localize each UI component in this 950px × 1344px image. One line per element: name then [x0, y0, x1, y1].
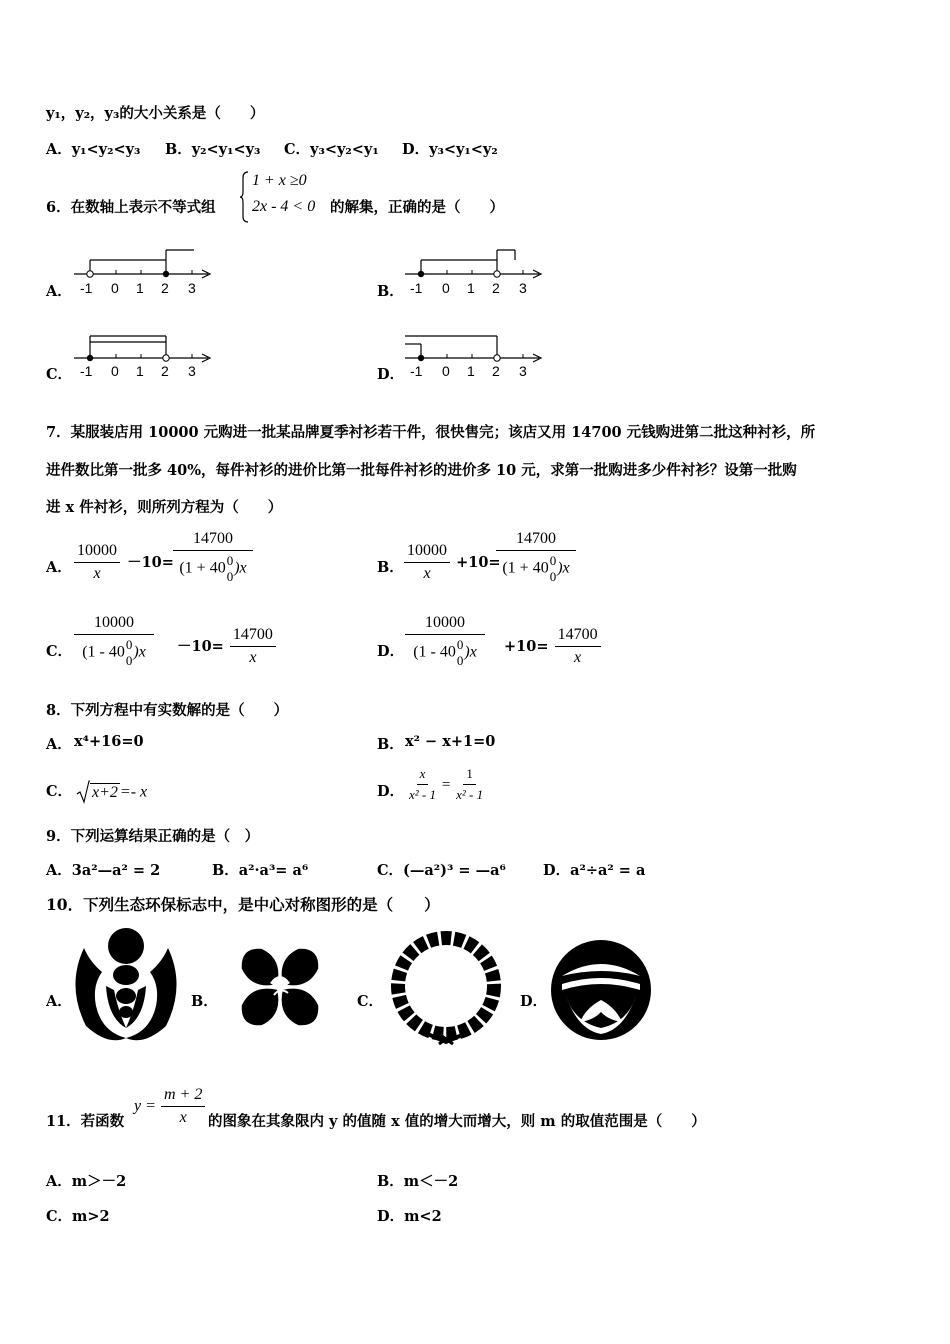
- tick-label: 3: [188, 280, 196, 296]
- tick-label: 0: [442, 280, 450, 296]
- q5-option-b: B．y₂<y₁<y₃: [165, 141, 261, 158]
- q9-option-b: B．a²·a³= a⁶: [212, 862, 309, 879]
- fraction: $\frac{10000}{x}$: [74, 542, 120, 583]
- tick-label: -1: [410, 363, 423, 379]
- tick-label: 3: [519, 363, 527, 379]
- q8-label-a: A．: [46, 736, 72, 753]
- q7-d-lhs-fraction: 10000 (1 - 40 0 0 )x: [405, 614, 485, 669]
- q6-stem-before: 6．在数轴上表示不等式组: [46, 199, 216, 216]
- q7-label-c: C．: [46, 643, 73, 660]
- q8-option-c: x+2 =- x: [76, 780, 147, 804]
- q7-option-a: $\frac{10000}{x}$ －10=: [74, 542, 176, 583]
- tick-label: 3: [188, 363, 196, 379]
- q11-option-c: C．m>2: [46, 1208, 110, 1225]
- q8-option-a: x⁴+16=0: [74, 733, 144, 750]
- q8-label-d: D．: [377, 783, 405, 800]
- q7-option-b: $\frac{10000}{x}$ +10=: [404, 542, 502, 583]
- q5-stem: y₁，y₂，y₃的大小关系是（ ）: [46, 105, 265, 122]
- eco-symbol-a-icon: [72, 926, 180, 1048]
- tick-label: 2: [161, 280, 169, 296]
- q7-label-d: D．: [377, 643, 405, 660]
- eco-symbol-b-icon: [218, 926, 342, 1048]
- q9-stem: 9．下列运算结果正确的是（ ）: [46, 828, 260, 845]
- tick-label: 3: [519, 280, 527, 296]
- q11-function: y = $\frac{m + 2}{x}$: [134, 1086, 205, 1127]
- q11-option-d: D．m<2: [377, 1208, 442, 1225]
- tick-label: 2: [492, 280, 500, 296]
- q6-stem-after: 的解集，正确的是（ ）: [330, 199, 504, 216]
- q8-option-d: $\frac{x}{\text{x² - 1}}$ = $\frac{1}{\text{x² - 1}}$: [409, 766, 484, 802]
- left-brace-icon: [240, 170, 250, 224]
- q5-option-d: D．y₃<y₁<y₂: [402, 141, 498, 158]
- q7-stem-line-3: 进 x 件衬衫，则所列方程为（ ）: [46, 499, 283, 516]
- q8-option-b: x² − x+1=0: [405, 733, 496, 750]
- tick-label: 2: [161, 363, 169, 379]
- q11-stem-before: 11．若函数: [46, 1113, 125, 1130]
- q6-ineq-2: 2x - 4 < 0: [252, 198, 316, 215]
- q6-label-b: B．: [377, 283, 404, 300]
- tick-label: 1: [136, 280, 144, 296]
- q10-stem: 10．下列生态环保标志中，是中心对称图形的是（ ）: [46, 895, 440, 914]
- tick-label: 1: [467, 363, 475, 379]
- q6-ineq-1: 1 + x ≥0: [252, 172, 307, 189]
- q7-label-a: A．: [46, 559, 72, 576]
- eco-symbol-c-icon: [387, 928, 505, 1048]
- tick-label: -1: [80, 363, 93, 379]
- tick-label: 1: [467, 280, 475, 296]
- q8-label-c: C．: [46, 783, 73, 800]
- q7-stem-line-2: 进件数比第一批多 40%，每件衬衫的进价比第一批每件衬衫的进价多 10 元，求第一批购进多少件衬衫？设第一批购: [46, 462, 797, 479]
- q6-label-c: C．: [46, 366, 73, 383]
- q9-option-d: D．a²÷a² = a: [543, 862, 646, 879]
- tick-label: -1: [80, 280, 93, 296]
- q11-option-b: B．m＜－2: [377, 1173, 459, 1190]
- tick-label: 1: [136, 363, 144, 379]
- sqrt-icon: [76, 780, 90, 804]
- q7-c-lhs-fraction: 10000 (1 - 40 0 0 )x: [74, 614, 154, 669]
- q9-option-c: C．(—a²)³ = —a⁶: [377, 862, 506, 879]
- q6-inequality-system: [240, 170, 326, 224]
- q5-option-c: C．y₃<y₂<y₁: [284, 141, 379, 158]
- tick-label: 0: [111, 280, 119, 296]
- q9-option-a: A．3a²—a² = 2: [46, 862, 161, 879]
- q11-option-a: A．m＞－2: [46, 1173, 127, 1190]
- q7-stem-line-1: 7．某服装店用 10000 元购进一批某品牌夏季衬衫若干件，很快售完；该店又用 14700 元钱购进第二批这种衬衫，所: [46, 424, 816, 441]
- q10-label-c: C．: [357, 993, 384, 1010]
- q7-option-d-rhs: +10= $\frac{14700}{x}$: [504, 626, 601, 667]
- q5-option-a: A．y₁<y₂<y₃: [46, 141, 141, 158]
- q8-stem: 8．下列方程中有实数解的是（ ）: [46, 702, 289, 719]
- q10-label-b: B．: [191, 993, 218, 1010]
- q7-a-rhs-fraction: 14700 (1 + 40 0 0 )x: [173, 530, 253, 585]
- tick-label: 0: [111, 363, 119, 379]
- q7-option-c-rhs: －10= $\frac{14700}{x}$: [177, 626, 276, 667]
- q7-label-b: B．: [377, 559, 404, 576]
- tick-label: -1: [410, 280, 423, 296]
- q7-b-rhs-fraction: 14700 (1 + 40 0 0 )x: [496, 530, 576, 585]
- q6-label-a: A．: [46, 283, 72, 300]
- q6-label-d: D．: [377, 366, 405, 383]
- q10-label-d: D．: [520, 993, 548, 1010]
- eco-symbol-d-icon: [548, 934, 654, 1046]
- tick-label: 2: [492, 363, 500, 379]
- q11-stem-after: 的图象在其象限内 y 的值随 x 值的增大而增大，则 m 的取值范围是（ ）: [208, 1113, 706, 1130]
- tick-label: 0: [442, 363, 450, 379]
- q10-label-a: A．: [46, 993, 72, 1010]
- q8-label-b: B．: [377, 736, 404, 753]
